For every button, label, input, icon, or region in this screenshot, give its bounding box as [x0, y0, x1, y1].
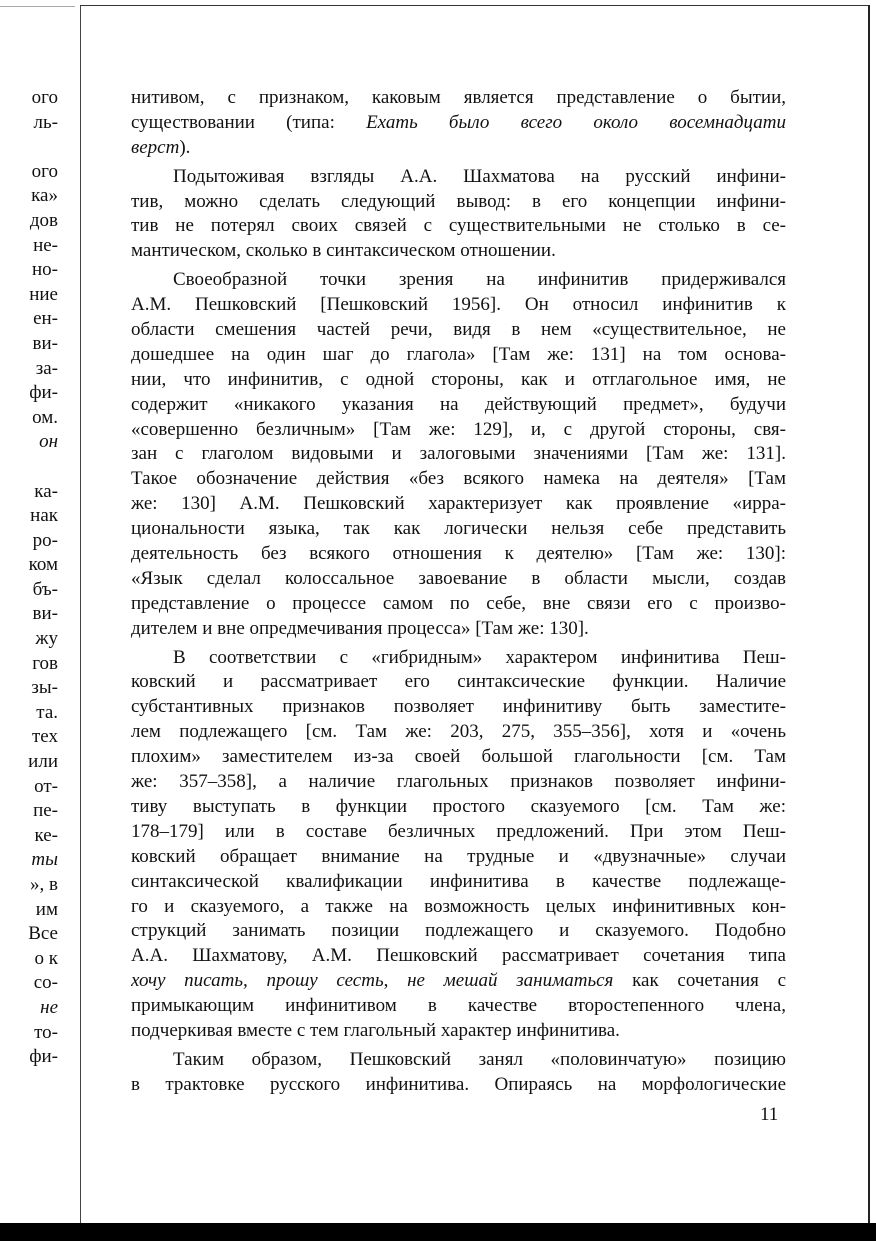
page-top-edge [80, 5, 870, 6]
margin-fragment [0, 676, 58, 701]
text-segment: А.А. Шахматову, А.М. Пешковский рассматривает сочетания типа [131, 945, 786, 967]
text-line [131, 646, 786, 671]
margin-fragment-text: со- [33, 972, 58, 994]
margin-fragment [0, 578, 58, 603]
margin-fragment [0, 824, 58, 849]
text-segment: дителем и вне опредмечивания процесса» [Там же: 130]. [131, 617, 589, 639]
margin-fragment-text: бъ- [32, 578, 58, 600]
margin-fragment-text: не [40, 996, 58, 1018]
margin-fragment-text: ого [31, 160, 58, 182]
margin-fragment-text: та. [36, 701, 58, 723]
text-segment: примыкающим инфинитивом в качестве второстепенного члена, [131, 995, 786, 1017]
margin-fragment [0, 258, 58, 283]
text-line [131, 111, 786, 136]
text-segment: области смешения частей речи, видя в нем «существительное, не [131, 319, 786, 341]
text-segment: деятельность без всякого отношения к деятелю» [Там же: 130]: [131, 543, 786, 565]
margin-fragment-text: дов [29, 209, 58, 231]
text-segment: Своеобразной точки зрения на инфинитив придерживался [173, 269, 786, 291]
margin-fragment-text: ль- [33, 111, 58, 133]
margin-fragment [0, 234, 58, 259]
text-line [131, 517, 786, 542]
margin-fragment [0, 209, 58, 234]
margin-fragment-text: ке- [34, 824, 58, 846]
margin-fragment [0, 627, 58, 652]
paragraph [131, 268, 786, 641]
italic-example-text: Ехать было всего около восемнадцати [366, 111, 786, 133]
margin-fragment-text: или [28, 751, 58, 773]
margin-fragment [0, 406, 58, 431]
text-line [131, 1019, 786, 1044]
text-segment: нии, что инфинитив, с одной стороны, как и отглагольное имя, не [131, 368, 786, 390]
text-line [131, 418, 786, 443]
margin-fragment-text: ви- [32, 603, 58, 625]
margin-fragment-text: ние [29, 283, 58, 305]
margin-fragment-text: ого [31, 87, 58, 108]
text-line [131, 467, 786, 492]
text-line [131, 994, 786, 1019]
text-segment: в трактовке русского инфинитива. Опираясь на морфологические [131, 1073, 786, 1095]
margin-fragment-text: о к [34, 947, 58, 969]
margin-fragment-text: Все [28, 923, 58, 945]
margin-fragment [0, 873, 58, 898]
text-line [131, 1073, 786, 1098]
text-segment: ковский обращает внимание на трудные и «двузначные» случаи [131, 845, 786, 867]
margin-fragment-text: за- [35, 357, 58, 379]
margin-fragment [0, 381, 58, 406]
margin-fragment-text: ом. [32, 406, 58, 428]
text-line [131, 239, 786, 264]
margin-fragment-text: ты [31, 849, 58, 871]
text-segment: Такое обозначение действия «без всякого намека на деятеля» [Там [131, 468, 786, 490]
margin-fragment [0, 357, 58, 382]
margin-fragment [0, 86, 58, 111]
text-line [131, 542, 786, 567]
page-number: 11 [760, 1104, 779, 1125]
margin-fragment [0, 996, 58, 1021]
text-segment: А.М. Пешковский [Пешковский 1956]. Он относил инфинитив к [131, 294, 786, 316]
page-binding-edge [80, 6, 81, 1224]
text-line [131, 895, 786, 920]
margin-fragment [0, 701, 58, 726]
margin-fragment-text: гов [32, 652, 58, 674]
text-segment: «совершенно безличным» [Там же: 129], и, с другой стороны, свя- [131, 418, 786, 440]
text-segment: существовании (типа: [131, 111, 367, 133]
margin-fragment-text: он [39, 431, 58, 453]
text-line [131, 343, 786, 368]
italic-example-text: хочу писать, прошу сесть [131, 970, 384, 992]
text-segment: мантическом, сколько в синтаксическом отношении. [131, 240, 556, 262]
page-right-edge [868, 5, 870, 1225]
margin-fragment [0, 750, 58, 775]
text-line [131, 86, 786, 111]
text-segment: Таким образом, Пешковский занял «половинчатую» позицию [173, 1048, 786, 1070]
text-line [131, 214, 786, 239]
text-segment: го и сказуемого, а также на возможность целых инфинитивных кон- [131, 895, 786, 917]
text-segment: содержит «никакого указания на действующий предмет», будучи [131, 393, 786, 415]
margin-fragment [0, 160, 58, 185]
previous-page-margin-fragments [0, 86, 58, 1070]
scan-bottom-border [0, 1223, 876, 1241]
margin-fragment [0, 1021, 58, 1046]
text-line [131, 720, 786, 745]
text-segment: же: 130] А.М. Пешковский характеризует как проявление «ирра- [131, 493, 786, 515]
margin-fragment-text: то- [34, 1021, 58, 1043]
margin-fragment [0, 947, 58, 972]
margin-fragment [0, 307, 58, 332]
text-line [131, 136, 786, 161]
margin-fragment [0, 111, 58, 136]
margin-fragment-text: тех [32, 726, 58, 748]
margin-fragment-text: жу [35, 628, 58, 650]
text-segment: ковский и рассматривает его синтаксические функции. Наличие [131, 671, 786, 693]
text-line [131, 820, 786, 845]
margin-fragment-text: но- [32, 259, 58, 281]
text-line [131, 567, 786, 592]
text-segment: плохим» заместителем из-за своей большой глагольности [см. Там [131, 746, 786, 768]
text-segment: Подытоживая взгляды А.А. Шахматова на русский инфини- [173, 165, 786, 187]
text-segment: нитивом, с признаком, каковым является представление о бытии, [131, 87, 786, 108]
text-line [131, 165, 786, 190]
text-line [131, 745, 786, 770]
text-line [131, 919, 786, 944]
paragraph [131, 1048, 786, 1098]
text-segment: циональности языка, так как логически нельзя себе представить [131, 518, 786, 540]
margin-fragment [0, 332, 58, 357]
margin-fragment-text: не- [33, 234, 58, 256]
text-segment: тив не потерял своих связей с существительными не столько в се- [131, 215, 786, 237]
margin-fragment [0, 184, 58, 209]
text-line [131, 368, 786, 393]
text-segment: тиву выступать в функции простого сказуемого [см. Там же: [131, 795, 786, 817]
margin-fragment-text: от- [34, 775, 58, 797]
margin-fragment [0, 430, 58, 455]
text-line [131, 670, 786, 695]
text-line [131, 770, 786, 795]
margin-fragment [0, 799, 58, 824]
text-segment: зан с глаголом видовыми и залоговыми значениями [Там же: 131]. [131, 443, 786, 465]
margin-fragment-text: фи- [29, 382, 58, 404]
margin-fragment [0, 725, 58, 750]
text-line [131, 393, 786, 418]
text-line [131, 944, 786, 969]
text-segment: дошедшее на один шаг до глагола» [Там же: 131] на том основа- [131, 343, 786, 365]
text-segment: , [383, 970, 408, 992]
margin-fragment-text: пе- [33, 800, 58, 822]
text-segment: ). [179, 136, 191, 158]
text-line [131, 1048, 786, 1073]
text-segment: 178–179] или в составе безличных предложений. При этом Пеш- [131, 820, 786, 842]
text-line [131, 969, 786, 994]
margin-fragment-text: им [35, 898, 58, 920]
text-line [131, 795, 786, 820]
text-line [131, 492, 786, 517]
margin-fragment [0, 922, 58, 947]
margin-fragment [0, 480, 58, 505]
italic-example-text: верст [131, 136, 180, 158]
text-segment: синтаксической квалификации инфинитива в качестве подлежаще- [131, 870, 786, 892]
margin-fragment-text: ен- [33, 308, 58, 330]
text-segment: струкций занимать позиции подлежащего и сказуемого. Подобно [131, 920, 786, 942]
text-segment: лем подлежащего [см. Там же: 203, 275, 355–356], хотя и «очень [131, 721, 786, 743]
margin-fragment [0, 652, 58, 677]
margin-fragment [0, 848, 58, 873]
text-segment: тив, можно сделать следующий вывод: в его концепции инфини- [131, 190, 786, 212]
margin-fragment [0, 553, 58, 578]
margin-fragment [0, 283, 58, 308]
margin-fragment [0, 455, 58, 480]
margin-fragment [0, 1045, 58, 1070]
scan-edge-line [0, 6, 75, 7]
paragraph [131, 165, 786, 265]
text-line [131, 190, 786, 215]
text-line [131, 293, 786, 318]
text-line [131, 695, 786, 720]
margin-fragment-text: », в [30, 874, 58, 895]
text-segment: же: 357–358], а наличие глагольных признаков позволяет инфини- [131, 771, 786, 793]
margin-fragment-text: ро- [32, 529, 58, 551]
text-segment: В соответствии с «гибридным» характером инфинитива Пеш- [173, 646, 786, 668]
margin-fragment [0, 504, 58, 529]
margin-fragment [0, 898, 58, 923]
text-line [131, 592, 786, 617]
text-line [131, 617, 786, 642]
margin-fragment [0, 529, 58, 554]
paragraph [131, 646, 786, 1044]
margin-fragment-text: ка- [34, 480, 58, 502]
margin-fragment [0, 135, 58, 160]
text-line [131, 268, 786, 293]
margin-fragment [0, 775, 58, 800]
margin-fragment-text: нак [30, 505, 58, 527]
margin-fragment [0, 971, 58, 996]
text-segment: «Язык сделал колоссальное завоевание в области мысли, создав [131, 567, 786, 589]
text-line [131, 870, 786, 895]
text-line [131, 442, 786, 467]
paragraph [131, 86, 786, 161]
margin-fragment [0, 602, 58, 627]
text-segment: как сочетания с [613, 970, 786, 992]
text-line [131, 318, 786, 343]
text-segment: подчеркивая вместе с тем глагольный характер инфинитива. [131, 1019, 620, 1041]
page-body-text [131, 86, 786, 1098]
text-segment: субстантивных признаков позволяет инфинитиву быть заместите- [131, 696, 786, 718]
text-segment: представление о процессе самом по себе, вне связи его с произво- [131, 592, 786, 614]
text-line [131, 845, 786, 870]
margin-fragment-text: зы- [31, 677, 58, 699]
margin-fragment-text: фи- [29, 1046, 58, 1068]
margin-fragment-text: ви- [32, 332, 58, 354]
margin-fragment-text: ка» [31, 185, 58, 207]
italic-example-text: не мешай заниматься [407, 970, 614, 992]
margin-fragment-text: ком [28, 554, 58, 576]
